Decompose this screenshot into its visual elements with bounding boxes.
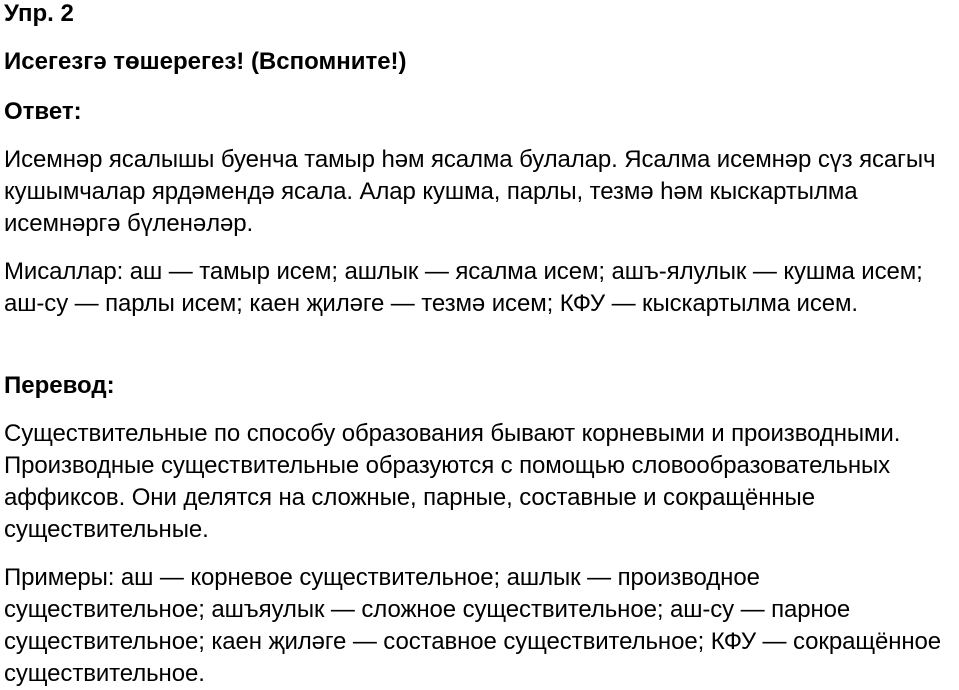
answer-heading: Ответ:	[4, 98, 82, 125]
translation-paragraph-2: Примеры: аш — корневое существительное; ашлык — производное существительное; ашъяулык — сложное существительное; аш-су — парное существительное; каен җиләге — составное существительное; КФУ — сокращённое существительное.	[4, 564, 942, 687]
answer-paragraph-1: Исемнәр ясалышы буенча тамыр һәм ясалма булалар. Ясалма исемнәр сүз ясагыч кушымчалар ярдәмендә ясала. Алар кушма, парлы, тезмә һәм кыскартылма исемнәргә бүленәләр.	[4, 146, 936, 237]
translation-paragraph-1: Существительные по способу образования бывают корневыми и производными. Производные существительные образуются с помощью словообразовательных аффиксов. Они делятся на сложные, парные, составные и сокращённые существительные.	[4, 420, 901, 543]
answer-paragraph-2: Мисаллар: аш — тамыр исем; ашлык — ясалма исем; ашъ-ялулык — кушма исем; аш-су — парлы исем; каен җиләге — тезмә исем; КФУ — кыскартылма исем.	[4, 258, 923, 317]
exercise-title: Упр. 2	[4, 0, 74, 27]
recall-line: Исегезгә төшерегез! (Вспомните!)	[4, 48, 407, 75]
translation-heading: Перевод:	[4, 372, 115, 399]
